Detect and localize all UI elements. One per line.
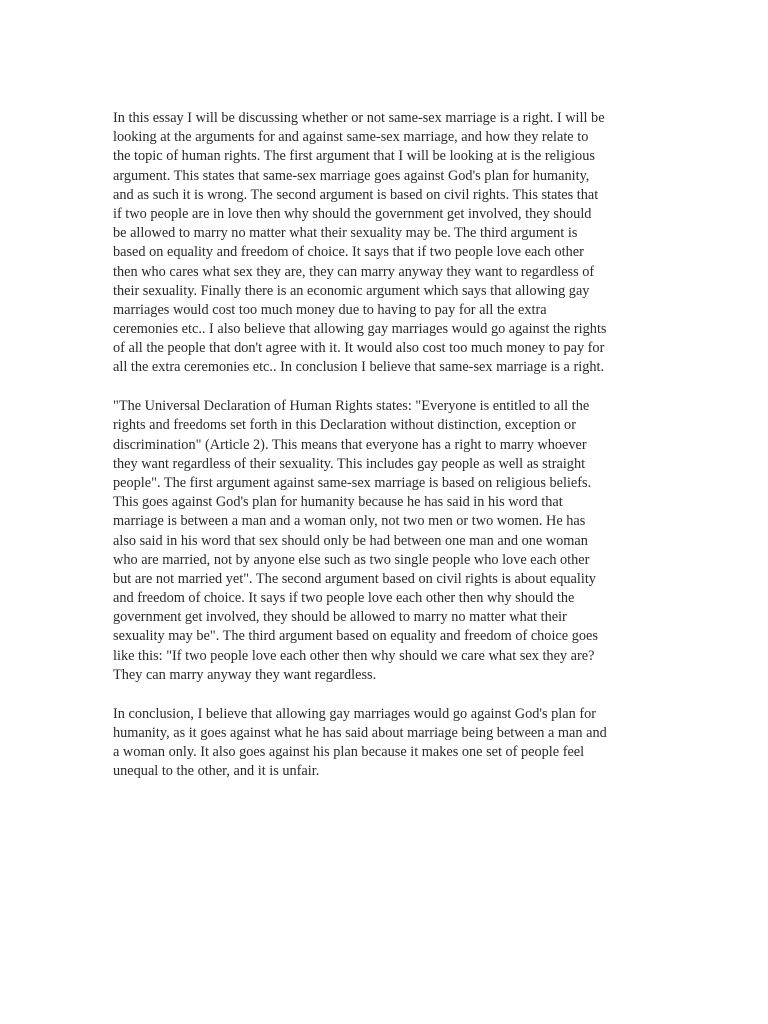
text-line: their sexuality. Finally there is an economic argument which says that allowing gay [113, 282, 590, 299]
text-line: looking at the arguments for and against same-sex marriage, and how they relate to [113, 129, 589, 146]
text-line: and as such it is wrong. The second argument is based on civil rights. This states that [113, 186, 599, 203]
text-line: unequal to the other, and it is unfair. [113, 763, 320, 780]
text-line: people". The first argument against same-sex marriage is based on religious beliefs. [113, 474, 592, 491]
text-line: In conclusion, I believe that allowing gay marriages would go against God's plan for [113, 705, 596, 722]
text-line: all the extra ceremonies etc.. In conclusion I believe that same-sex marriage is a right. [113, 359, 605, 376]
document-body [113, 109, 718, 781]
text-line: In this essay I will be discussing whether or not same-sex marriage is a right. I will be [113, 110, 605, 126]
text-line: sexuality may be". The third argument based on equality and freedom of choice goes [113, 628, 598, 645]
text-line: who are married, not by anyone else such as two single people who love each other [113, 551, 590, 568]
text-line: marriage is between a man and a woman only, not two men or two women. He has [113, 513, 586, 530]
text-line: based on equality and freedom of choice. It says that if two people love each other [113, 244, 584, 261]
text-line: ceremonies etc.. I also believe that allowing gay marriages would go against the rights [113, 321, 607, 338]
text-line: of all the people that don't agree with it. It would also cost too much money to pay for [113, 340, 605, 357]
text-line: be allowed to marry no matter what their sexuality may be. The third argument is [113, 225, 578, 242]
text-line: government get involved, they should be allowed to marry no matter what their [113, 609, 567, 626]
text-line: but are not married yet". The second argument based on civil rights is about equality [113, 570, 596, 587]
text-line: rights and freedoms set forth in this Declaration without distinction, exception or [113, 417, 576, 434]
text-line: a woman only. It also goes against his plan because it makes one set of people feel [113, 744, 585, 760]
paragraph-2 [113, 397, 718, 685]
text-line: like this: "If two people love each other then why should we care what sex they are? [113, 647, 595, 664]
text-line: also said in his word that sex should only be had between one man and one woman [113, 532, 588, 549]
text-line: marriages would cost too much money due to having to pay for all the extra [113, 301, 547, 318]
text-line: they want regardless of their sexuality. This includes gay people as well as straight [113, 455, 586, 472]
text-line: humanity, as it goes against what he has said about marriage being between a man and [113, 724, 607, 741]
text-line: argument. This states that same-sex marriage goes against God's plan for humanity, [113, 167, 590, 184]
text-line: the topic of human rights. The first argument that I will be looking at is the religious [113, 148, 595, 165]
paragraph-3 [113, 705, 718, 782]
text-line: and freedom of choice. It says if two people love each other then why should the [113, 590, 575, 607]
text-line: then who cares what sex they are, they can marry anyway they want to regardless of [113, 263, 595, 280]
text-line: "The Universal Declaration of Human Rights states: "Everyone is entitled to all the [113, 398, 590, 415]
text-line: discrimination" (Article 2). This means that everyone has a right to marry whoever [113, 436, 587, 453]
paragraph-1 [113, 109, 718, 378]
text-line: if two people are in love then why should the government get involved, they should [113, 205, 592, 222]
text-line: They can marry anyway they want regardless. [113, 666, 377, 683]
text-line: This goes against God's plan for humanity because he has said in his word that [113, 494, 563, 511]
